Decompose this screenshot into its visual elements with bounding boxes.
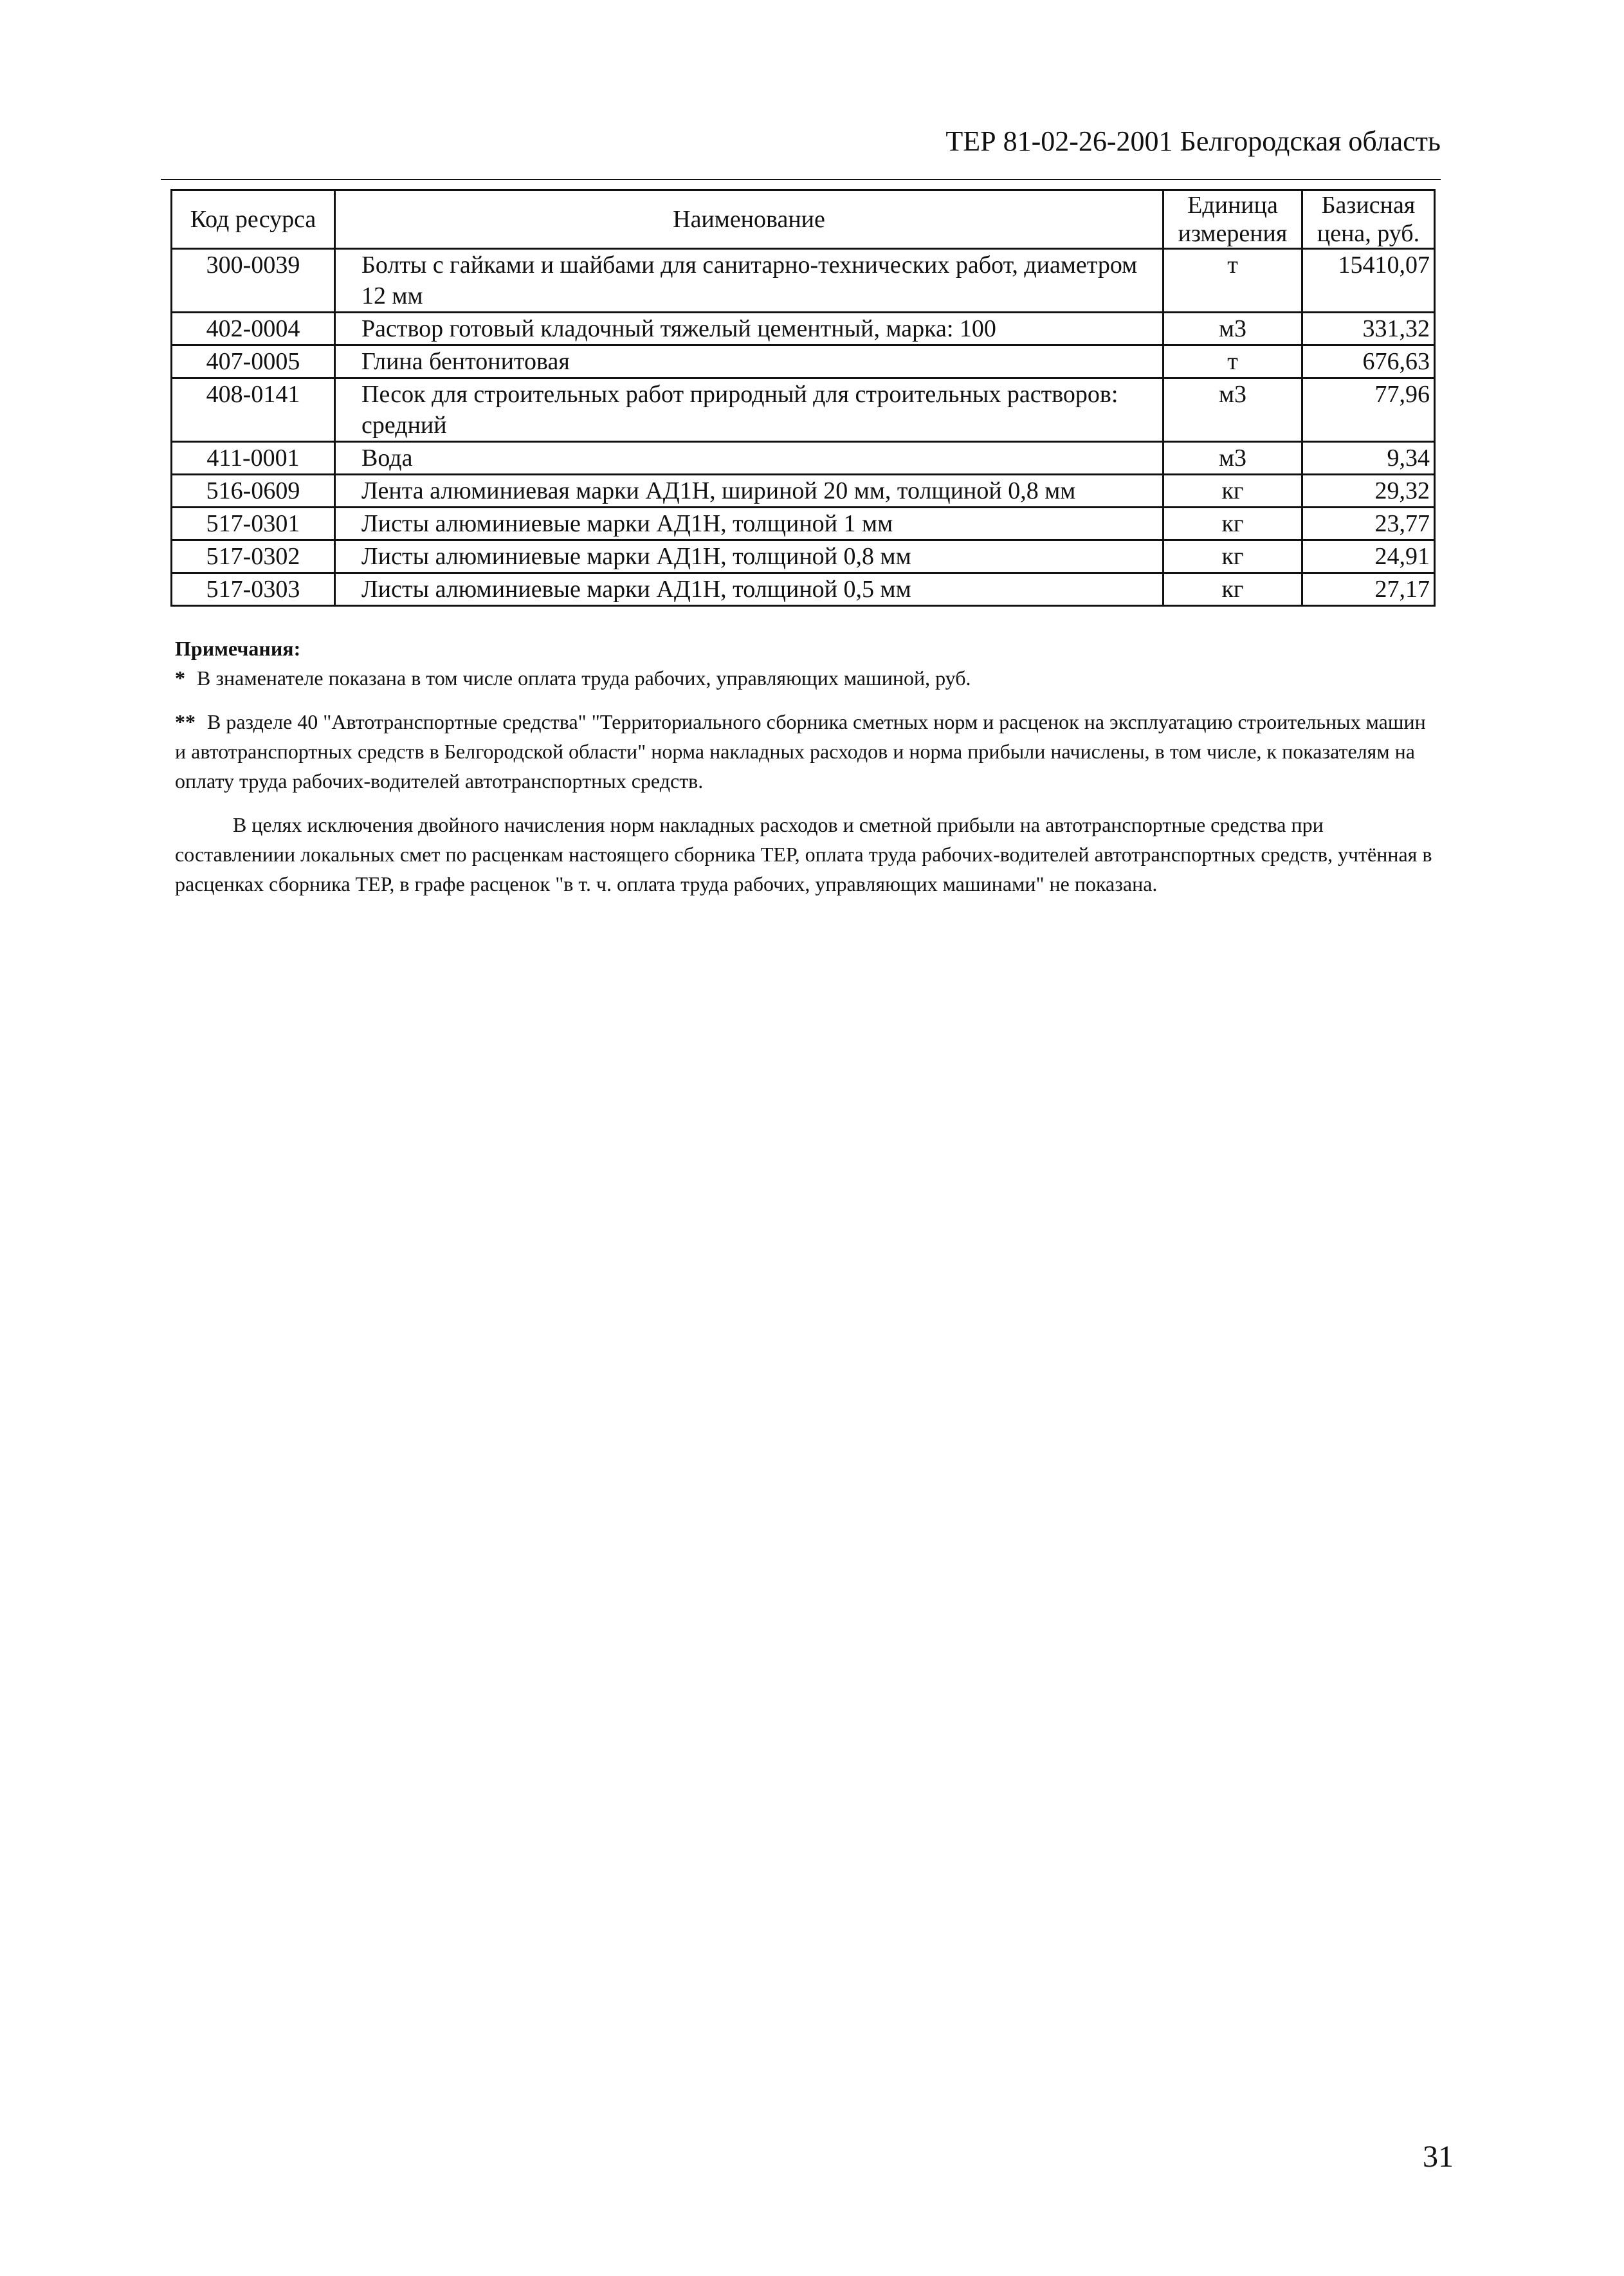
column-header-name: Наименование	[335, 190, 1163, 249]
table-row	[172, 442, 1435, 475]
resource-unit: кг	[1163, 508, 1302, 540]
resource-unit: кг	[1163, 573, 1302, 606]
table-row	[172, 378, 1435, 442]
resource-code: 407-0005	[172, 345, 335, 378]
resource-name: Листы алюминиевые марки АД1Н, толщиной 0,8 мм	[335, 540, 1163, 573]
table-row	[172, 313, 1435, 345]
resource-name: Раствор готовый кладочный тяжелый цементный, марка: 100	[335, 313, 1163, 345]
resource-unit: кг	[1163, 475, 1302, 508]
note-1-text: В знаменателе показана в том числе оплата труда рабочих, управляющих машиной, руб.	[197, 666, 971, 690]
resource-price: 331,32	[1302, 313, 1435, 345]
resource-price: 9,34	[1302, 442, 1435, 475]
table-row	[172, 249, 1435, 313]
resource-name: Листы алюминиевые марки АД1Н, толщиной 0,5 мм	[335, 573, 1163, 606]
header-rule	[161, 179, 1441, 180]
page-number: 31	[1423, 2140, 1454, 2174]
resource-name: Болты с гайками и шайбами для санитарно-технических работ, диаметром 12 мм	[335, 249, 1163, 313]
resource-unit: кг	[1163, 540, 1302, 573]
resource-name: Лента алюминиевая марки АД1Н, шириной 20 мм, толщиной 0,8 мм	[335, 475, 1163, 508]
resource-code: 300-0039	[172, 249, 335, 313]
resource-price-table	[170, 189, 1436, 607]
resource-name: Вода	[335, 442, 1163, 475]
resource-name: Песок для строительных работ природный для строительных растворов: средний	[335, 378, 1163, 442]
resource-code: 408-0141	[172, 378, 335, 442]
resource-price: 77,96	[1302, 378, 1435, 442]
resource-unit: т	[1163, 345, 1302, 378]
resource-code: 516-0609	[172, 475, 335, 508]
resource-price: 29,32	[1302, 475, 1435, 508]
table-row	[172, 540, 1435, 573]
table-row	[172, 475, 1435, 508]
resource-code: 402-0004	[172, 313, 335, 345]
note-2	[175, 707, 1436, 796]
table-row	[172, 345, 1435, 378]
table-header-row	[172, 190, 1435, 249]
resource-price: 676,63	[1302, 345, 1435, 378]
table-row	[172, 573, 1435, 606]
resource-unit: т	[1163, 249, 1302, 313]
column-header-code: Код ресурса	[172, 190, 335, 249]
resource-name: Глина бентонитовая	[335, 345, 1163, 378]
resource-code: 517-0301	[172, 508, 335, 540]
notes-section	[175, 634, 1436, 899]
resource-name: Листы алюминиевые марки АД1Н, толщиной 1 мм	[335, 508, 1163, 540]
document-header-title: ТЕР 81-02-26-2001 Белгородская область	[945, 125, 1441, 157]
note-2-text: В разделе 40 "Автотранспортные средства" "Территориального сборника сметных норм и расценок на эксплуатацию строительных машин и автотранспортных средств в Белгородской области" норма накладных расходов и норма прибыли начислены, в том числе, к показателям на оплату труда рабочих-водителей автотранспортных средств.	[175, 710, 1426, 793]
resource-unit: м3	[1163, 313, 1302, 345]
note-2-mark: **	[175, 710, 196, 733]
resource-code: 517-0303	[172, 573, 335, 606]
resource-code: 411-0001	[172, 442, 335, 475]
column-header-price: Базисная цена, руб.	[1302, 190, 1435, 249]
table-row	[172, 508, 1435, 540]
resource-unit: м3	[1163, 378, 1302, 442]
note-1-mark: *	[175, 666, 185, 690]
note-1	[175, 663, 1436, 693]
resource-price: 24,91	[1302, 540, 1435, 573]
notes-title: Примечания:	[175, 637, 301, 660]
resource-code: 517-0302	[172, 540, 335, 573]
resource-unit: м3	[1163, 442, 1302, 475]
resource-price: 23,77	[1302, 508, 1435, 540]
note-3: В целях исключения двойного начисления норм накладных расходов и сметной прибыли на автотранспортные средства при составлениии локальных смет по расценкам настоящего сборника ТЕР, оплата труда рабочих-водителей автотранспортных средств, учтённая в расценках сборника ТЕР, в графе расценок "в т. ч. оплата труда рабочих, управляющих машинами" не показана.	[175, 813, 1432, 895]
resource-price: 15410,07	[1302, 249, 1435, 313]
column-header-unit: Единица измерения	[1163, 190, 1302, 249]
resource-price: 27,17	[1302, 573, 1435, 606]
